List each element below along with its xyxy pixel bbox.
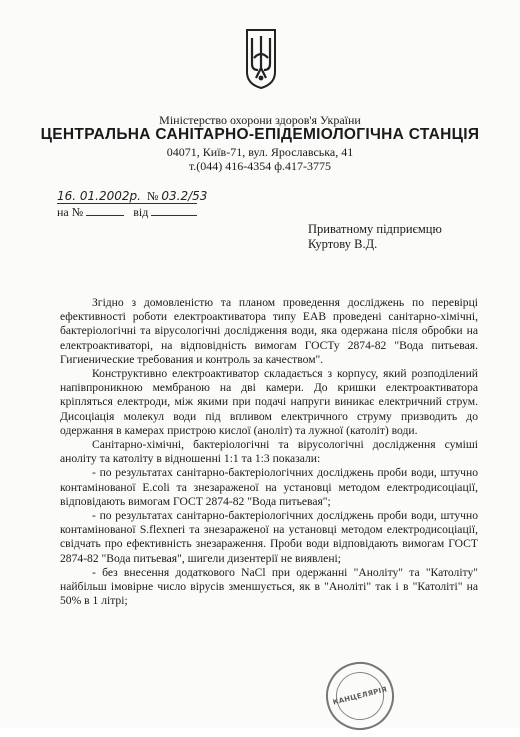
reference-line bbox=[57, 204, 197, 220]
letter-date: 16. 01.2002р. bbox=[57, 189, 141, 203]
na-blank bbox=[86, 204, 124, 216]
station-name: ЦЕНТРАЛЬНА САНІТАРНО-ЕПІДЕМІОЛОГІЧНА СТАНЦІЯ bbox=[40, 126, 480, 143]
station-address: 04071, Київ-71, вул. Ярославська, 41 bbox=[166, 145, 354, 159]
body-paragraph: - по результатах санітарно-бактеріологічних досліджень проби води, штучно контамінованої S.flexneri та знезараженої на установці методом електродисоціації, свідчать про ефективність знезараження. Проби води відповідають вимогам ГОСТ 2874-82 "Вода питьевая", шигели дизентерії не виявлені; bbox=[60, 509, 478, 565]
ministry-name: Міністерство охорони здоров'я України bbox=[159, 113, 361, 127]
registration-line bbox=[57, 189, 207, 204]
na-label: на № bbox=[57, 205, 84, 219]
body-paragraph: - по результатах санітарно-бактеріологічних досліджень проби води, штучно контамінованої E.coli та знезараженої на установці методом електродисоціації, відповідають вимогам ГОСТ 2874-82 "Вода питьевая"; bbox=[60, 466, 478, 508]
tryzub-emblem-icon bbox=[245, 28, 277, 90]
vid-label: від bbox=[133, 205, 149, 219]
number-label: № bbox=[146, 189, 159, 203]
vid-blank bbox=[151, 204, 197, 216]
letter-number: 03.2/53 bbox=[161, 189, 208, 203]
station-phones: т.(044) 416-4354 ф.417-3775 bbox=[188, 159, 332, 173]
letter-body bbox=[60, 296, 478, 608]
body-paragraph: - без внесення додаткового NaCl при одержанні "Аноліту" та "Католіту" найбільш імовірне число вірусів зменшується, як в "Аноліті" так і в "Католіті" на 50% в 1 літрі; bbox=[60, 565, 478, 608]
office-stamp bbox=[319, 655, 401, 737]
body-paragraph: Згідно з домовленістю та планом проведення досліджень по перевірці ефективності роботи електроактиватора типу ЕАВ проведені санітарно-хімічні, бактеріологічні та вірусологічні дослідження води, яка одержана після обробки на електроактиваторі, на відповідність вимогам ГОСТу 2874-82 "Вода питьевая. Гигиенические требования и контроль за качеством". bbox=[60, 296, 478, 366]
addressee-line-1: Приватному підприємцю bbox=[308, 222, 442, 236]
body-paragraph: Конструктивно електроактиватор складається з корпусу, який розподілений напівпроникною мембраною на дві камери. До кришки електроактиватора кріпляться електроди, між якими при подачі напруги виникає електричний струм. Дисоціація молекул води під впливом електричного струму призводить до одержання в камерах пристрою кислої (аноліт) та лужної (католіт) води. bbox=[60, 367, 478, 437]
stamp-label: КАНЦЕЛЯРІЯ bbox=[332, 685, 388, 707]
addressee-line-2: Куртову В.Д. bbox=[308, 237, 378, 251]
body-paragraph: Санітарно-хімічні, бактеріологічні та вірусологічні дослідження суміші аноліту та католіту в відношенні 1:1 та 1:3 показали: bbox=[60, 438, 478, 466]
